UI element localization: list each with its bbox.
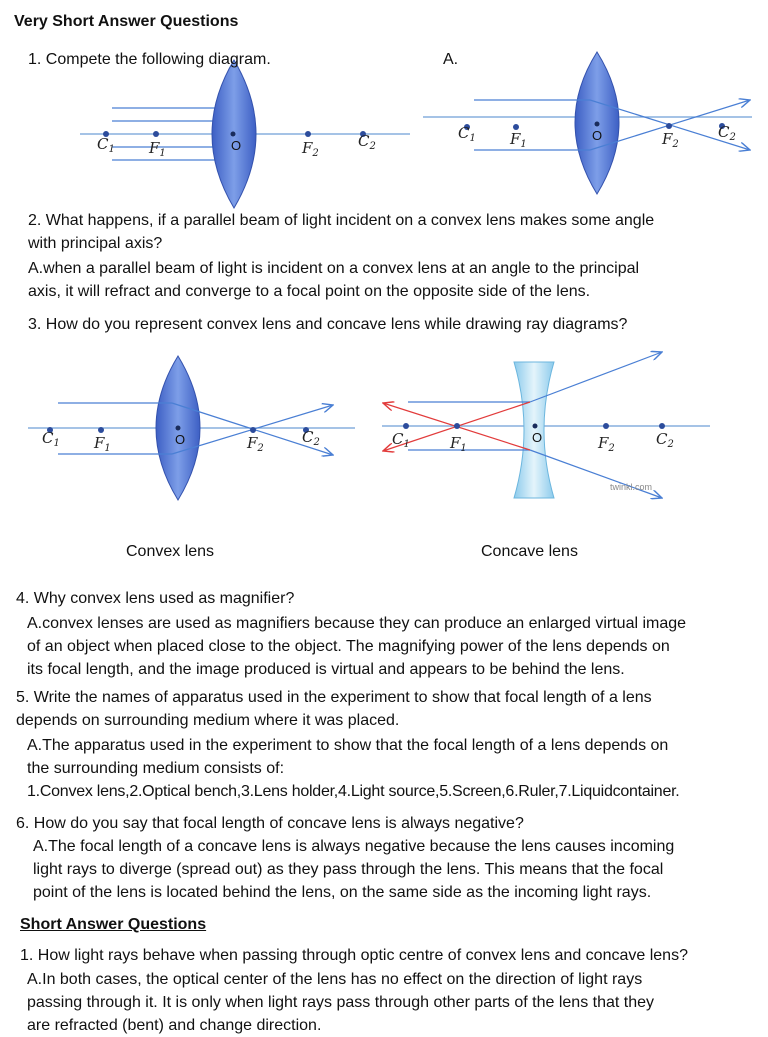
label-c2: $C_2$: [718, 123, 736, 143]
label-c1: $C_1$: [458, 124, 476, 144]
diagram-labels: [42, 123, 736, 492]
section-heading-short: Short Answer Questions: [20, 916, 207, 933]
diagram-concave-representation: [382, 352, 710, 498]
q4-answer-line: A.convex lenses are used as magnifiers because they can produce an enlarged virtual image: [27, 615, 687, 632]
q6-answer-line: point of the lens is located behind the lens, on the same side as the incoming light rays.: [33, 884, 652, 901]
section-heading-very-short: Very Short Answer Questions: [14, 13, 239, 30]
label-o: O: [532, 430, 543, 445]
label-o: O: [592, 128, 603, 143]
sa1-answer-line: passing through it. It is only when light rays pass through other parts of the lens that they: [27, 994, 655, 1011]
label-f1: $F_1$: [94, 434, 111, 454]
label-c1: $C_1$: [42, 429, 60, 449]
q1-answer-marker: A.: [443, 51, 459, 68]
sa1-answer-line: A.In both cases, the optical center of the lens has no effect on the direction of light rays: [27, 971, 643, 988]
q4-answer-line: its focal length, and the image produced is virtual and appears to be behind the lens.: [27, 661, 625, 678]
sa1-answer-line: are refracted (bent) and change direction.: [27, 1017, 322, 1034]
label-c1: $C_1$: [97, 135, 115, 155]
q6-answer-line: light rays to diverge (spread out) as they pass through the lens. This means that the focal: [33, 861, 664, 878]
q6-question: 6. How do you say that focal length of concave lens is always negative?: [16, 815, 524, 832]
label-f2: $F_2$: [247, 434, 264, 454]
label-f1: $F_1$: [510, 130, 527, 150]
q4-answer-line: of an object when placed close to the object. The magnifying power of the lens depends on: [27, 638, 670, 655]
label-c2: $C_2$: [302, 428, 320, 448]
sa1-question: 1. How light rays behave when passing through optic centre of convex lens and concave lens?: [20, 947, 688, 964]
diagram-q1-answer: [423, 52, 752, 194]
q5-question-line: 5. Write the names of apparatus used in the experiment to show that focal length of a lens: [16, 689, 652, 706]
q4-question: 4. Why convex lens used as magnifier?: [16, 590, 295, 607]
label-f2: $F_2$: [598, 434, 615, 454]
label-f1: $F_1$: [450, 434, 467, 454]
label-f1: $F_1$: [149, 139, 166, 159]
label-f2: $F_2$: [302, 139, 319, 159]
label-c2: $C_2$: [358, 132, 376, 152]
convex-caption: Convex lens: [126, 543, 215, 560]
q2-question-line: 2. What happens, if a parallel beam of light incident on a convex lens makes some angle: [28, 212, 655, 229]
label-o: O: [231, 138, 242, 153]
q3-question: 3. How do you represent convex lens and concave lens while drawing ray diagrams?: [28, 316, 628, 333]
q5-answer-line: the surrounding medium consists of:: [27, 760, 285, 777]
q6-answer-line: A.The focal length of a concave lens is always negative because the lens causes incoming: [33, 838, 675, 855]
label-f2: $F_2$: [662, 130, 679, 150]
label-o: O: [175, 432, 186, 447]
q2-question-line: with principal axis?: [28, 235, 163, 252]
q2-answer-line: axis, it will refract and converge to a focal point on the opposite side of the lens.: [28, 283, 591, 300]
watermark: twinkl.com: [610, 482, 653, 492]
label-c1: $C_1$: [392, 430, 410, 450]
label-c2: $C_2$: [656, 430, 674, 450]
q2-answer-line: A.when a parallel beam of light is incident on a convex lens at an angle to the principal: [28, 260, 640, 277]
q5-answer-line: A.The apparatus used in the experiment to show that the focal length of a lens depends on: [27, 737, 669, 754]
q5-answer-line: 1.Convex lens,2.Optical bench,3.Lens holder,4.Light source,5.Screen,6.Ruler,7.Liquidcontainer.: [27, 783, 680, 800]
q5-question-line: depends on surrounding medium where it was placed.: [16, 712, 400, 729]
q1-question: 1. Compete the following diagram.: [28, 51, 271, 68]
concave-caption: Concave lens: [481, 543, 578, 560]
